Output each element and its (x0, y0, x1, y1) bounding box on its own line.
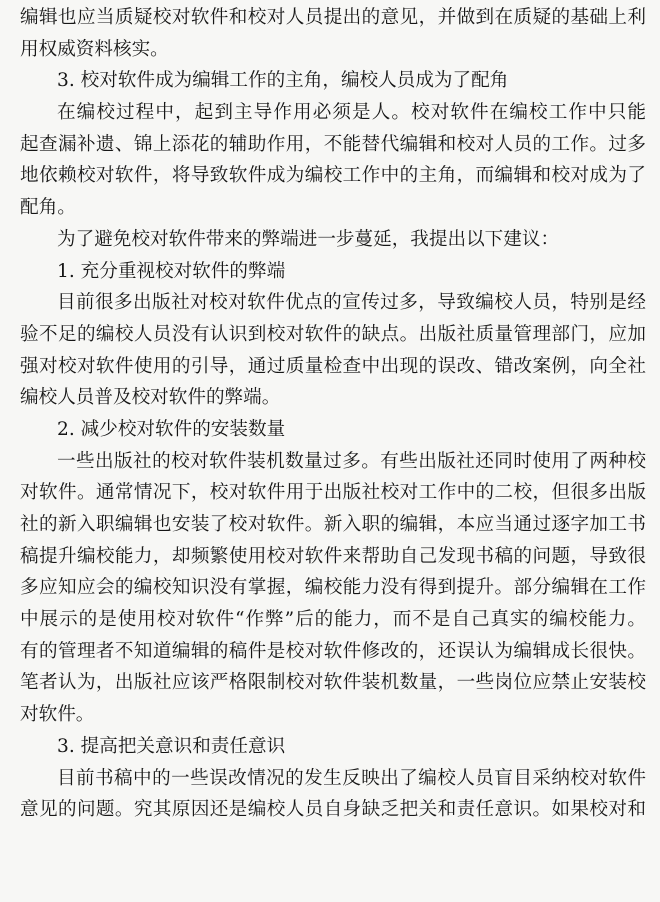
paragraph-line: 对软件。通常情况下，校对软件用于出版社校对工作中的二校，但很多出版 (20, 482, 646, 504)
paragraph-line: 社的新入职编辑也安装了校对软件。新入职的编辑，本应当通过逐字加工书 (20, 514, 646, 535)
paragraph-line: 在编校过程中，起到主导作用必须是人。校对软件在编校工作中只能 (57, 102, 646, 124)
paragraph-line: 一些出版社的校对软件装机数量过多。有些出版社还同时使用了两种校 (57, 450, 646, 472)
paragraph-line: 验不足的编校人员没有认识到校对软件的缺点。出版社质量管理部门，应加 (20, 323, 646, 345)
section-heading: 3. 提高把关意识和责任意识 (57, 735, 286, 757)
paragraph-line: 中展示的是使用校对软件“作弊”后的能力，而不是自己真实的编校能力。 (20, 609, 646, 631)
paragraph-line: 有的管理者不知道编辑的稿件是校对软件修改的，还误认为编辑成长很快。 (20, 640, 646, 662)
section-heading: 1. 充分重视校对软件的弊端 (57, 260, 286, 282)
paragraph-line: 起查漏补遗、锦上添花的辅助作用，不能替代编辑和校对人员的工作。过多 (20, 133, 646, 155)
paragraph-line: 稿提升编校能力，却频繁使用校对软件来帮助自己发现书稿的问题，导致很 (20, 545, 646, 567)
section-heading: 2. 减少校对软件的安装数量 (57, 418, 286, 440)
paragraph-line: 对软件。 (20, 704, 95, 726)
paragraph-line: 强对校对软件使用的引导，通过质量检查中出现的误改、错改案例，向全社 (20, 355, 646, 377)
paragraph-line: 目前很多出版社对校对软件优点的宣传过多，导致编校人员，特别是经 (57, 292, 646, 314)
paragraph-line: 地依赖校对软件，将导致软件成为编校工作中的主角，而编辑和校对成为了 (20, 165, 646, 187)
paragraph-line: 用权威资料核实。 (20, 38, 169, 60)
paragraph-line: 编校人员普及校对软件的弊端。 (20, 387, 281, 409)
paragraph-line: 编辑也应当质疑校对软件和校对人员提出的意见，并做到在质疑的基础上利 (20, 7, 646, 28)
paragraph-line: 笔者认为，出版社应该严格限制校对软件装机数量，一些岗位应禁止安装校 (20, 672, 646, 694)
paragraph-line: 意见的问题。究其原因还是编校人员自身缺乏把关和责任意识。如果校对和 (20, 799, 646, 821)
document-body (20, 2, 646, 826)
paragraph-line: 目前书稿中的一些误改情况的发生反映出了编校人员盲目采纳校对软件 (57, 767, 646, 789)
paragraph-line: 多应知应会的编校知识没有掌握，编校能力没有得到提升。部分编辑在工作 (20, 577, 646, 599)
paragraph-line: 为了避免校对软件带来的弊端进一步蔓延，我提出以下建议： (57, 228, 560, 250)
section-heading: 3. 校对软件成为编辑工作的主角，编校人员成为了配角 (57, 70, 509, 92)
paragraph-line: 配角。 (20, 197, 76, 219)
